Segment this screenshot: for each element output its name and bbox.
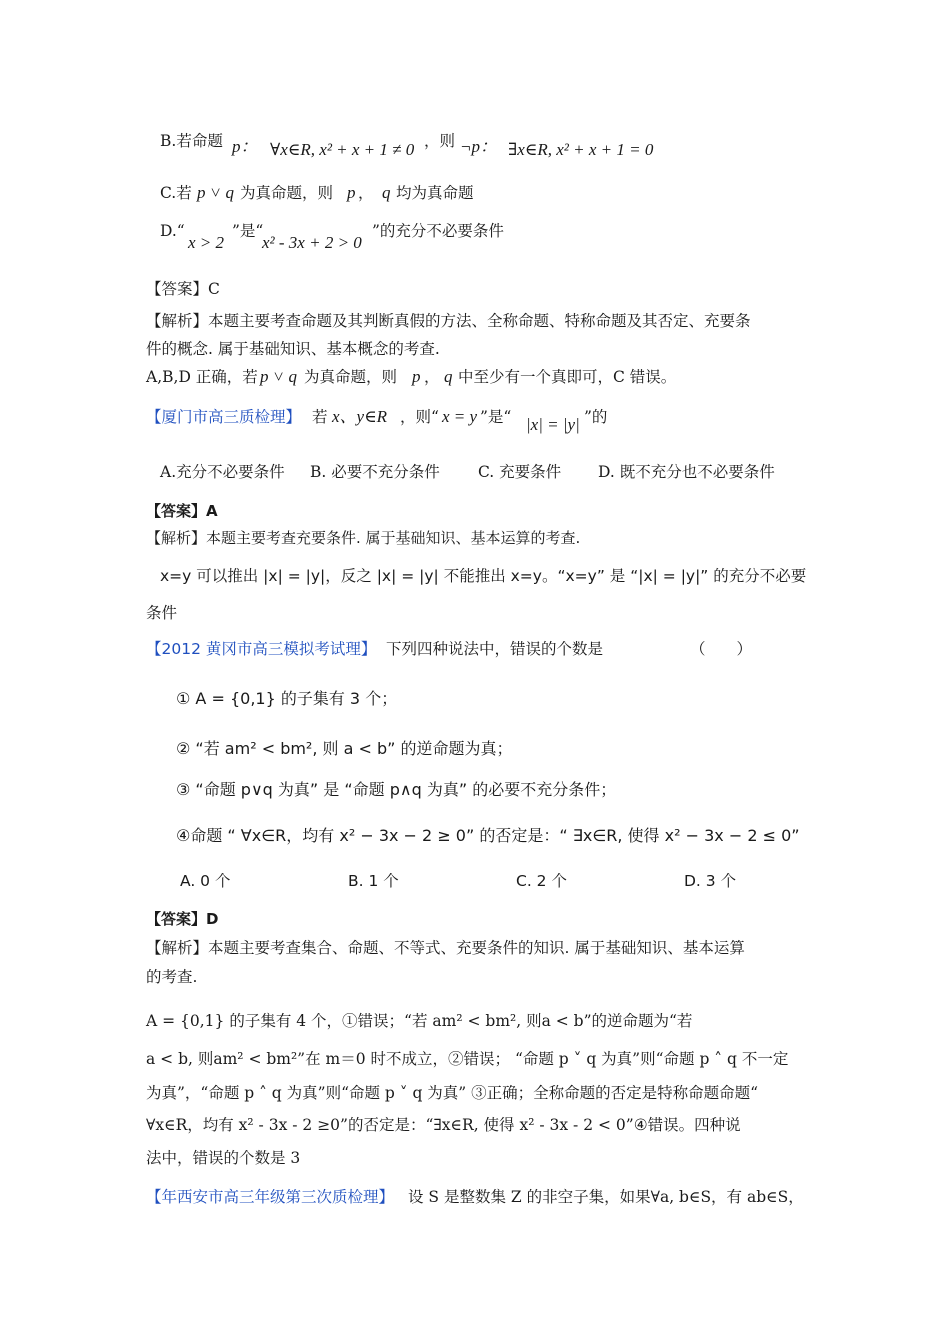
q3-analysis-3: A = {0,1} 的子集有 4 个，①错误；“若 am² < bm², 则a < b”的逆命题为“若 [146, 1012, 693, 1030]
q2-option-b[interactable]: B. 必要不充分条件 [310, 463, 440, 481]
q3-item-1: ① A = {0,1} 的子集有 3 个； [176, 689, 398, 708]
option-c-1: C.若 [160, 184, 192, 202]
q3-analysis-2: 的考查. [146, 968, 198, 986]
option-c-3: ， [358, 184, 374, 202]
option-d-m2: x² - 3x + 2 > 0 [262, 233, 362, 252]
q2-stem-2: ，则“ [400, 408, 439, 426]
option-c-p: p [347, 183, 356, 202]
q3-option-c[interactable]: C. 2 个 [516, 872, 567, 890]
q2-option-d[interactable]: D. 既不充分也不必要条件 [598, 463, 775, 481]
q2-analysis-2: x=y 可以推出 |x| = |y|，反之 |x| = |y| 不能推出 x=y。“x=y” 是 “|x| = |y|” 的充分不必要 [160, 567, 807, 585]
q3-option-d[interactable]: D. 3 个 [684, 872, 737, 890]
q2-stem-m2: x = y [442, 407, 478, 426]
option-b-p: p： [232, 137, 258, 156]
option-c-q: q [382, 183, 391, 202]
q4-source: 【年西安市高三年级第三次质检理】 [146, 1188, 395, 1206]
analysis-3q: q [444, 367, 453, 386]
q2-option-a[interactable]: A.充分不必要条件 [160, 463, 285, 481]
q2-stem-1: 若 [312, 408, 328, 426]
analysis-3m: p ˅ q [260, 367, 297, 386]
q2-stem-m3: |x| = |y| [526, 415, 580, 434]
q2-stem-4: ”的 [584, 408, 608, 426]
q3-paren: （ ） [690, 640, 753, 658]
q1-analysis-2: 件的概念. 属于基础知识、基本概念的考查. [146, 340, 440, 358]
q2-option-c[interactable]: C. 充要条件 [478, 463, 562, 481]
option-d-1: D.“ [160, 222, 185, 240]
q1-analysis-1: 【解析】本题主要考查命题及其判断真假的方法、全称命题、特称命题及其否定、充要条 [146, 312, 751, 330]
option-b-exists: ∃x∈R, x² + x + 1 = 0 [508, 140, 654, 159]
analysis-3c: ， [424, 368, 440, 386]
q2-source: 【厦门市高三质检理】 [146, 408, 302, 426]
q2-stem-3: ”是“ [480, 408, 512, 426]
q2-analysis-1 [146, 527, 580, 549]
option-c-2: 为真命题，则 [240, 184, 334, 202]
q3-analysis-7: 法中，错误的个数是 3 [146, 1149, 301, 1167]
q4-stem-text: 设 S 是整数集 Z 的非空子集，如果∀a, b∈S，有 ab∈S， [408, 1188, 804, 1206]
option-b-notp: ¬p： [460, 137, 497, 156]
q3-item-4: ④命题 “ ∀x∈R，均有 x² − 3x − 2 ≥ 0” 的否定是：“ ∃x∈R, 使得 x² − 3x − 2 ≤ 0” [176, 826, 800, 845]
q3-source: 【2012 黄冈市高三模拟考试理】 [146, 640, 377, 658]
q3-analysis-6: ∀x∈R，均有 x² - 3x - 2 ≥0”的否定是：“∃x∈R, 使得 x² - 3x - 2 < 0”④错误。四种说 [146, 1116, 741, 1134]
q2-analysis-1-text: 【解析】本题主要考查充要条件. 属于基础知识、基本运算的考查. [146, 529, 581, 547]
q3-option-a[interactable]: A. 0 个 [180, 872, 231, 890]
q3-item-2: ② “若 am² < bm², 则 a < b” 的逆命题为真； [176, 739, 513, 758]
option-b-then: ，则 [424, 132, 456, 150]
q3-item-3: ③ “命题 p∨q 为真” 是 “命题 p∧q 为真” 的必要不充分条件； [176, 780, 617, 799]
analysis-3p: p [412, 367, 421, 386]
q3-stem-text: 下列四种说法中，错误的个数是 [386, 640, 604, 658]
option-c-4: 均为真命题 [396, 184, 474, 202]
option-d-2: ”是“ [232, 222, 264, 240]
option-d-3: ”的充分不必要条件 [372, 222, 504, 240]
option-c-math: p ˅ q [197, 183, 234, 202]
q2-answer: 【答案】A [146, 502, 218, 520]
q3-answer: 【答案】D [146, 910, 219, 928]
q3-analysis-1: 【解析】本题主要考查集合、命题、不等式、充要条件的知识. 属于基础知识、基本运算 [146, 939, 745, 957]
analysis-3a: A,B,D 正确，若 [146, 368, 258, 386]
q2-analysis-3: 条件 [146, 604, 178, 622]
analysis-3b: 为真命题，则 [304, 368, 398, 386]
q2-stem-m1: x、y∈R [332, 407, 388, 426]
option-b-forall: ∀x∈R, x² + x + 1 ≠ 0 [270, 140, 415, 159]
q1-answer: 【答案】C [146, 280, 220, 298]
option-b-prefix: B.若命题 [160, 132, 223, 150]
q3-analysis-5: 为真”，“命题 p ˄ q 为真”则“命题 p ˅ q 为真” ③正确；全称命题的否定是特称命题命题“ [146, 1084, 759, 1102]
analysis-3d: 中至少有一个真即可，C 错误。 [458, 368, 677, 386]
q3-option-b[interactable]: B. 1 个 [348, 872, 399, 890]
option-d-m1: x > 2 [188, 233, 225, 252]
q3-analysis-4: a < b, 则am² < bm²”在 m＝0 时不成立，②错误； “命题 p ˅ q 为真”则“命题 p ˄ q 不一定 [146, 1050, 789, 1068]
